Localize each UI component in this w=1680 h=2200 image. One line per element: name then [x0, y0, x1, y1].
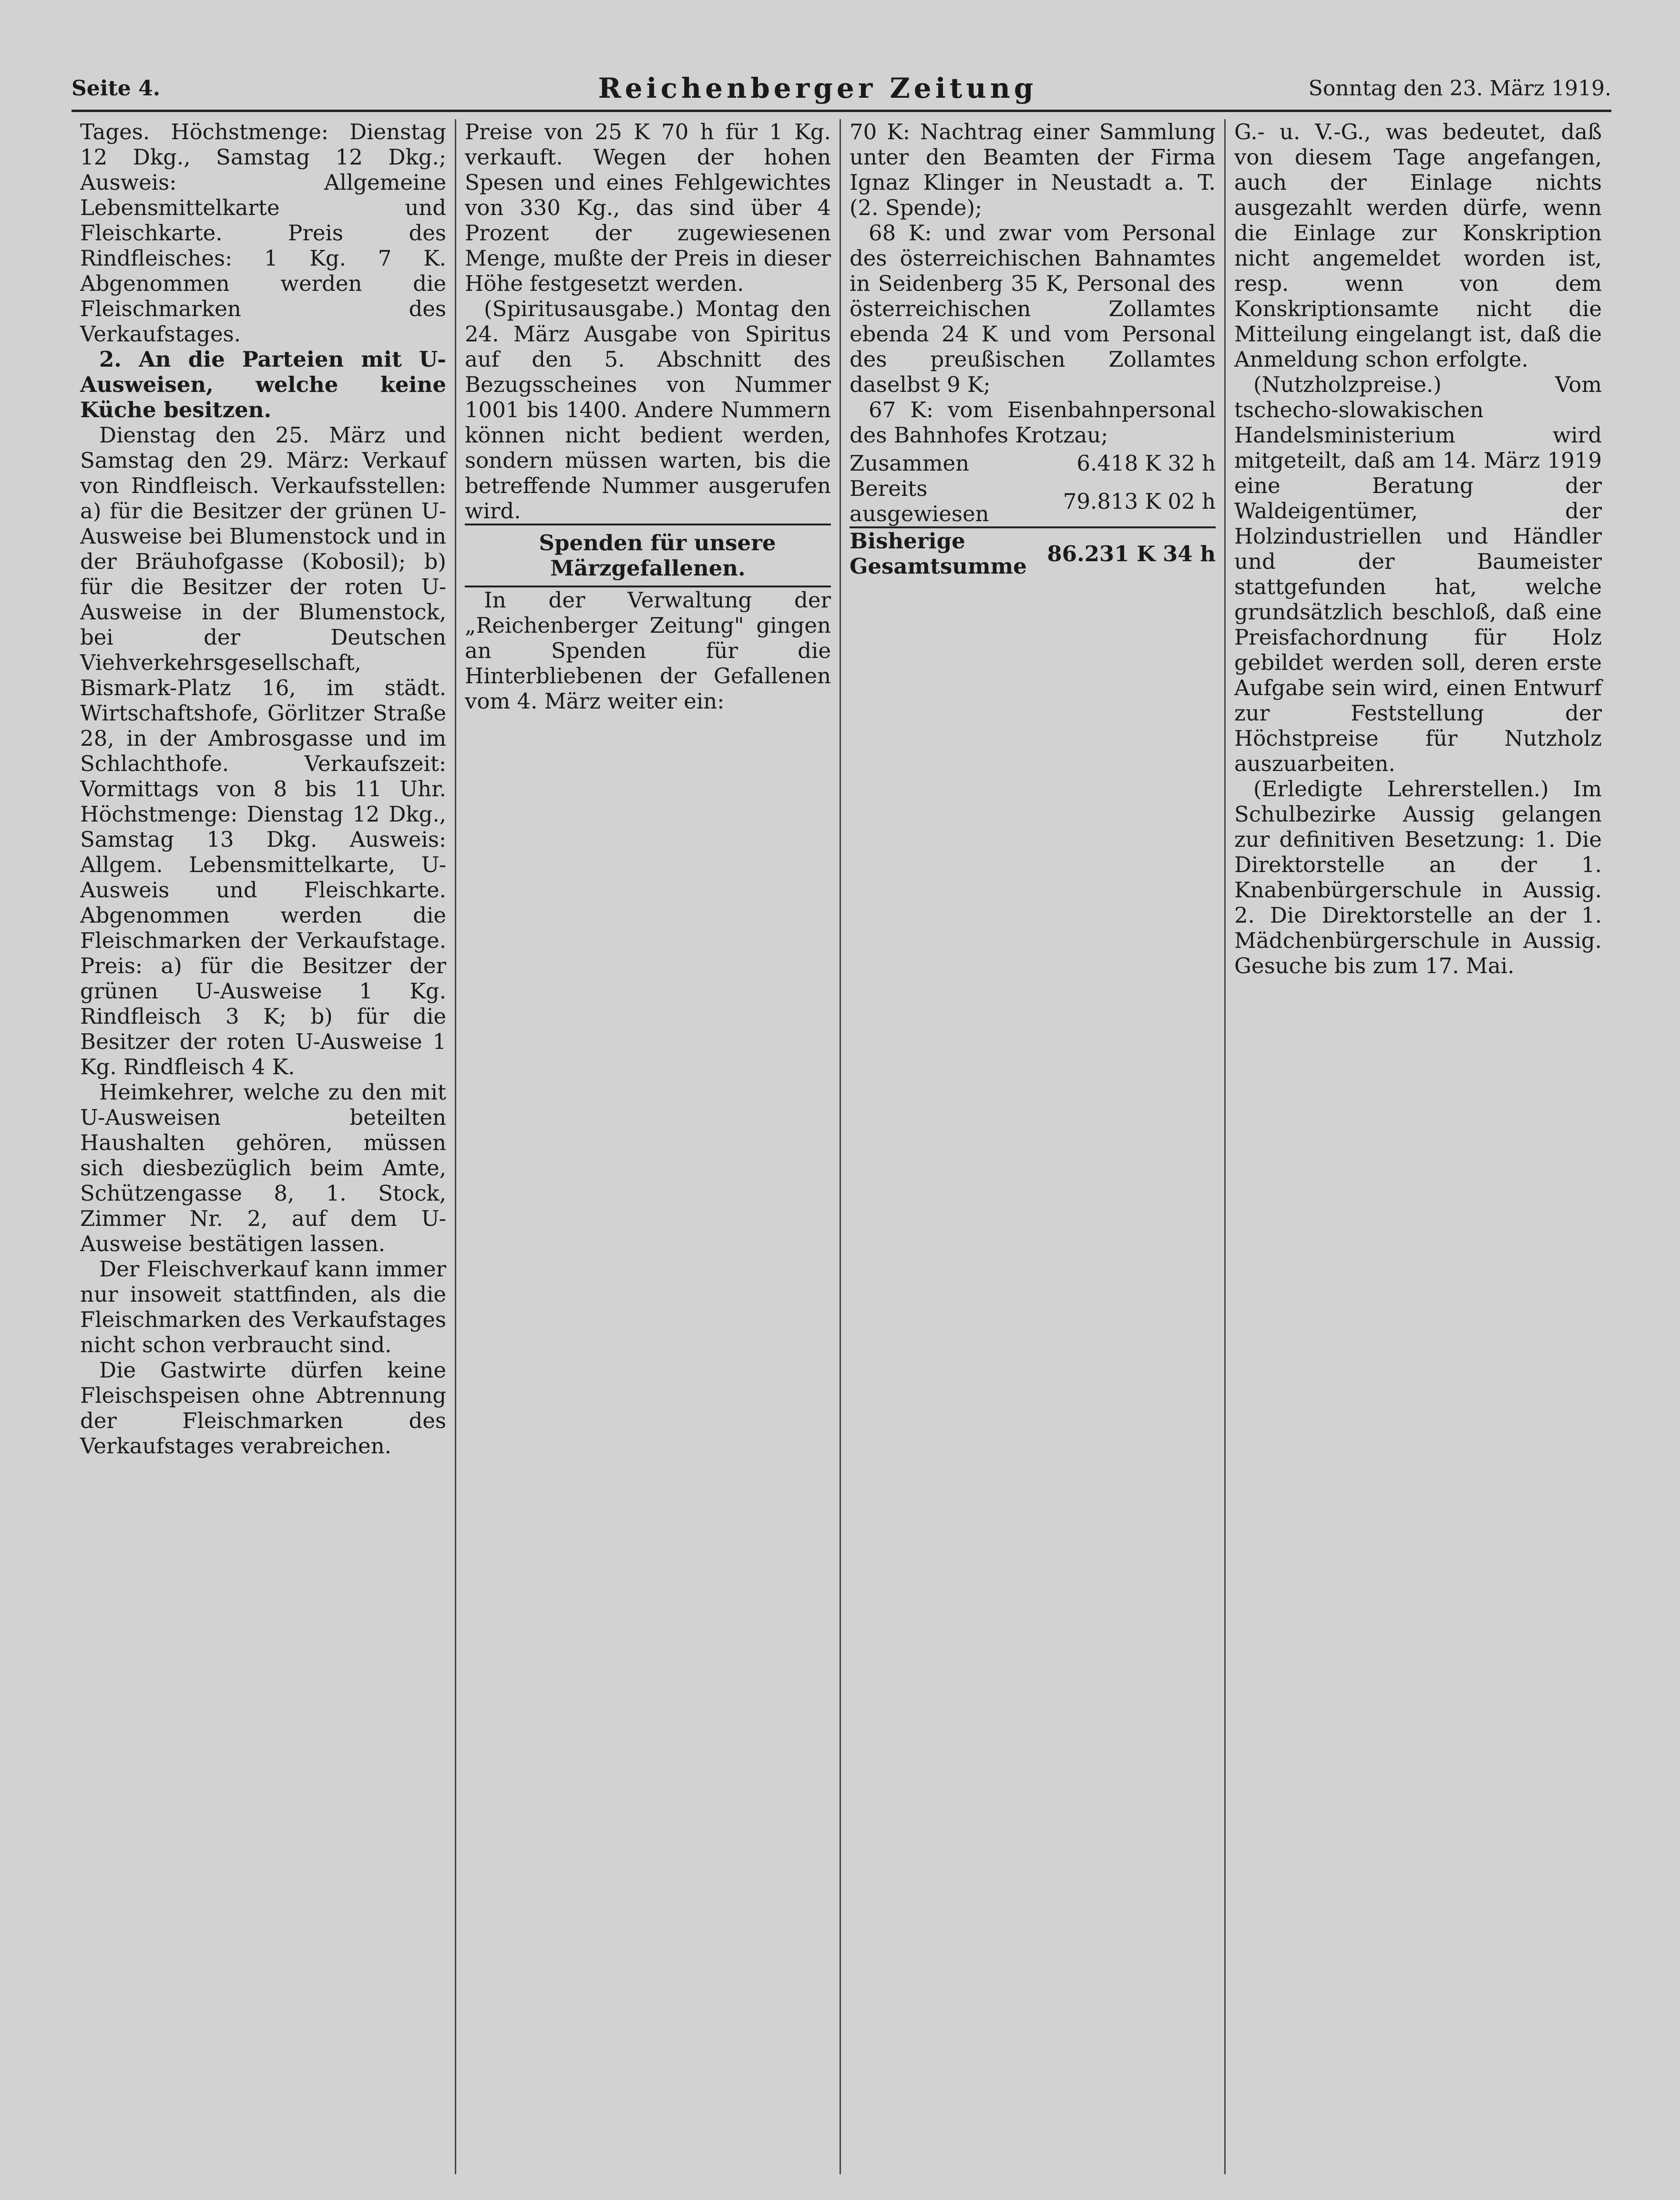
article-paragraph: Dienstag den 25. März und Samstag den 29. März: Verkauf von Rindfleisch. Verkaufsstellen: a) für die Besitzer der grünen U-Ausweise bei Blumenstock und in der Bräuhofgasse (Kobosil); b) für die Besitzer der roten U-Ausweise in der Blumenstock, bei der Deutschen Viehverkehrsgesellschaft, Bismark-Platz 16, im städt. Wirtschaftshofe, Görlitzer Straße 28, in der Ambrosgasse und im Schlachthofe. Verkaufszeit: Vormittags von 8 bis 11 Uhr. Höchstmenge: Dienstag 12 Dkg., Samstag 13 Dkg. Ausweis: Allgem. Lebensmittelkarte, U-Ausweis und Fleischkarte. Abgenommen werden die Fleischmarken der Verkaufstage. Preis: a) für die Besitzer der grünen U-Ausweise 1 Kg. Rindfleisch 3 K; b) für die Besitzer der roten U-Ausweise 1 Kg. Rindfleisch 4 K. [80, 422, 446, 1079]
issue-date: Sonntag den 23. März 1919. [1308, 76, 1611, 101]
newspaper-page [72, 67, 1611, 2179]
article-paragraph: G.- u. V.-G., was bedeutet, daß von diesem Tage angefangen, auch der Einlage nichts ausgezahlt werden dürfe, wenn die Einlage zur Konskription nicht angemeldet worden ist, resp. wenn von dem Konskriptionsamte nicht die Mitteilung eingelangt ist, daß die Anmeldung schon erfolgte. [1234, 119, 1602, 372]
donation-ledger [850, 451, 1216, 579]
article-paragraph: (Erledigte Lehrerstellen.) Im Schulbezirke Aussig gelangen zur definitiven Besetzung: 1. Die Direktorstelle an der 1. Knabenbürgerschule in Aussig. 2. Die Direktorstelle an der 1. Mädchenbürgerschule in Aussig. Gesuche bis zum 17. Mai. [1234, 776, 1602, 978]
article-paragraph: 70 K: Nachtrag einer Sammlung unter den Beamten der Firma Ignaz Klinger in Neustadt a. T. (2. Spende); [850, 119, 1216, 220]
ledger-row [850, 451, 1216, 476]
ledger-amount: 6.418 K 32 h [1076, 451, 1216, 476]
page-number: Seite 4. [72, 76, 161, 101]
columns [72, 119, 1611, 2174]
article-paragraph: 67 K: vom Eisenbahnpersonal des Bahnhofes Krotzau; [850, 397, 1216, 448]
column-3 [841, 119, 1226, 2174]
article-paragraph: (Nutzholzpreise.) Vom tschecho-slowakischen Handelsministerium wird mitgeteilt, daß am 14. März 1919 eine Beratung der Waldeigentümer, der Holzindustriellen und Händler und der Baumeister stattgefunden hat, welche grundsätzlich beschloß, daß eine Preisfachordnung für Holz gebildet werden soll, deren erste Aufgabe sein wird, einen Entwurf zur Feststellung der Höchstpreise für Nutzholz auszuarbeiten. [1234, 372, 1602, 776]
page-header [72, 67, 1611, 112]
ledger-total-row [850, 527, 1216, 579]
ledger-label: Zusammen [850, 451, 970, 476]
section-title: Spenden für unsere Märzgefallenen. [465, 524, 831, 587]
article-paragraph: Der Fleischverkauf kann immer nur insoweit stattfinden, als die Fleischmarken des Verkaufstages nicht schon verbraucht sind. [80, 1256, 446, 1357]
article-paragraph: In der Verwaltung der „Reichenberger Zeitung" gingen an Spenden für die Hinterbliebenen der Gefallenen vom 4. März weiter ein: [465, 587, 831, 714]
article-paragraph: Die Gastwirte dürfen keine Fleischspeisen ohne Abtrennung der Fleischmarken des Verkaufstages verabreichen. [80, 1357, 446, 1459]
ledger-row [850, 476, 1216, 527]
column-1 [72, 119, 456, 2174]
masthead: Reichenberger Zeitung [598, 72, 1037, 104]
ledger-label: Bisherige Gesamtsumme [850, 527, 1047, 579]
ledger-amount: 86.231 K 34 h [1047, 527, 1216, 579]
article-paragraph: Preise von 25 K 70 h für 1 Kg. verkauft. Wegen der hohen Spesen und eines Fehlgewichtes von 330 Kg., das sind über 4 Prozent der zugewiesenen Menge, mußte der Preis in dieser Höhe festgesetzt werden. [465, 119, 831, 296]
article-heading: 2. An die Parteien mit U-Ausweisen, welche keine Küche besitzen. [80, 347, 446, 422]
article-paragraph: Tages. Höchstmenge: Dienstag 12 Dkg., Samstag 12 Dkg.; Ausweis: Allgemeine Lebensmittelkarte und Fleischkarte. Preis des Rindfleisches: 1 Kg. 7 K. Abgenommen werden die Fleischmarken des Verkaufstages. [80, 119, 446, 347]
column-4 [1226, 119, 1610, 2174]
ledger-label: Bereits ausgewiesen [850, 476, 989, 526]
column-2 [456, 119, 841, 2174]
article-paragraph: Heimkehrer, welche zu den mit U-Ausweisen beteilten Haushalten gehören, müssen sich diesbezüglich beim Amte, Schützengasse 8, 1. Stock, Zimmer Nr. 2, auf dem U-Ausweise bestätigen lassen. [80, 1079, 446, 1256]
ledger-amount: 79.813 K 02 h [1063, 488, 1216, 514]
article-paragraph: (Spiritusausgabe.) Montag den 24. März Ausgabe von Spiritus auf den 5. Abschnitt des Bezugsscheines von Nummer 1001 bis 1400. Andere Nummern können nicht bedient werden, sondern müssen warten, bis die betreffende Nummer ausgerufen wird. [465, 296, 831, 524]
article-paragraph: 68 K: und zwar vom Personal des österreichischen Bahnamtes in Seidenberg 35 K, Personal des österreichischen Zollamtes ebenda 24 K und vom Personal des preußischen Zollamtes daselbst 9 K; [850, 220, 1216, 397]
